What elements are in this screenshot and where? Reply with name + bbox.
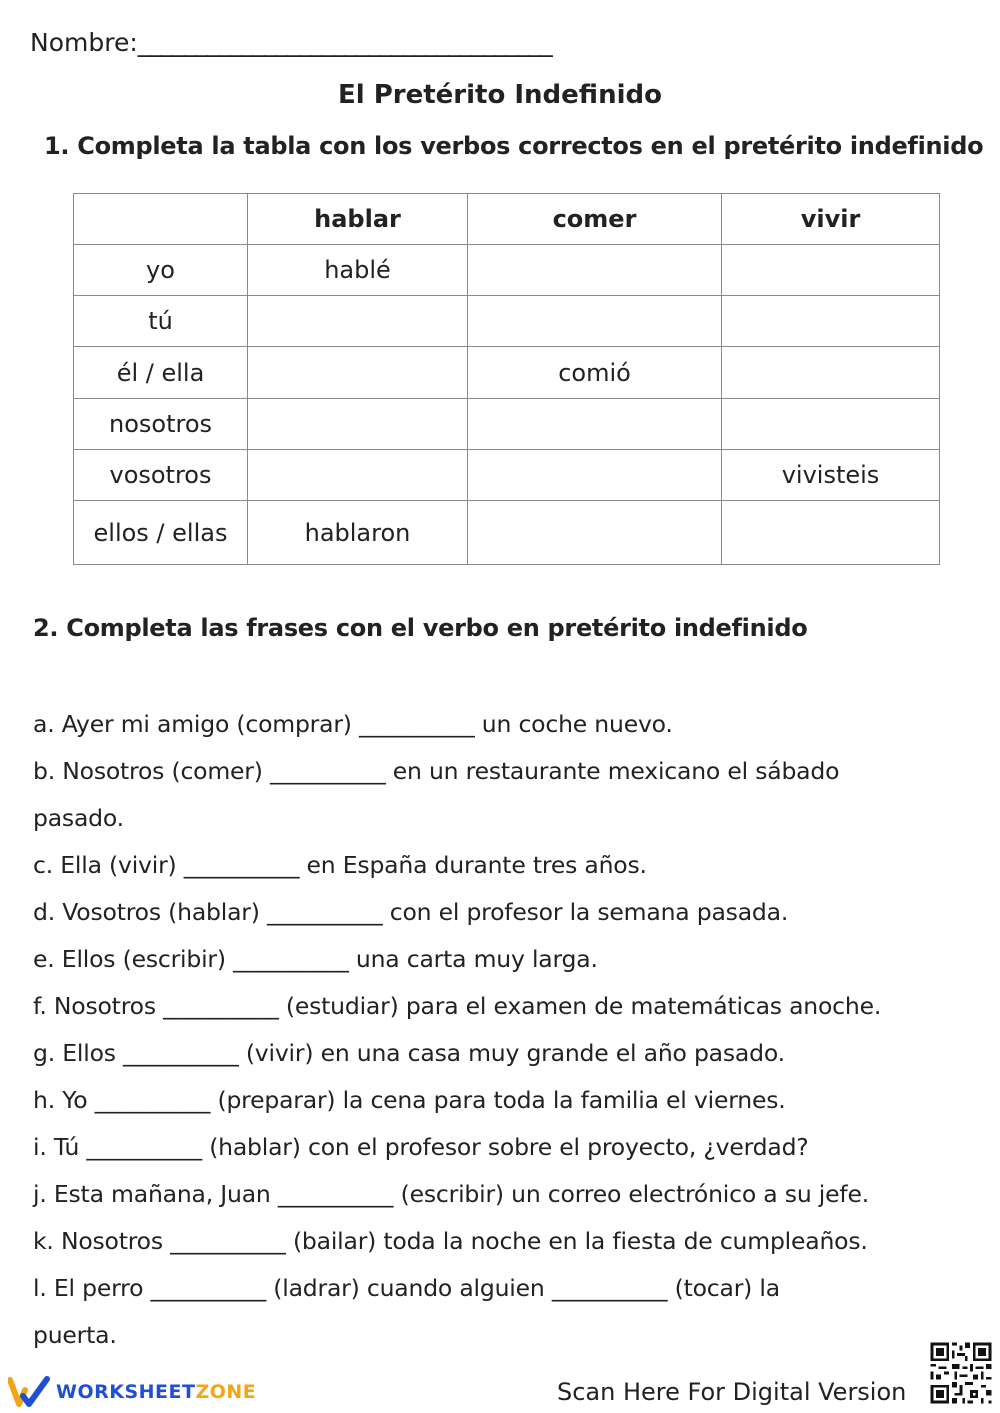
answer-cell[interactable]: [248, 450, 468, 501]
table-row: [74, 399, 940, 450]
answer-cell[interactable]: [468, 501, 722, 565]
answer-cell[interactable]: hablé: [248, 245, 468, 296]
worksheet-title: El Pretérito Indefinido: [338, 80, 662, 110]
sentence-l-continued: puerta.: [33, 1321, 117, 1349]
answer-cell[interactable]: vivisteis: [722, 450, 940, 501]
table-header-cell: [74, 194, 248, 245]
sentence-e[interactable]: e. Ellos (escribir) __________ una carta muy larga.: [33, 945, 598, 973]
sentence-g[interactable]: g. Ellos __________ (vivir) en una casa muy grande el año pasado.: [33, 1039, 785, 1067]
answer-cell[interactable]: [722, 347, 940, 399]
table-row: [74, 245, 940, 296]
answer-cell[interactable]: [248, 296, 468, 347]
answer-cell[interactable]: [722, 501, 940, 565]
sentence-l[interactable]: l. El perro __________ (ladrar) cuando alguien __________ (tocar) la: [33, 1274, 780, 1302]
sentence-h[interactable]: h. Yo __________ (preparar) la cena para toda la familia el viernes.: [33, 1086, 786, 1114]
answer-cell[interactable]: [722, 296, 940, 347]
table-header-row: [74, 194, 940, 245]
name-field: [30, 28, 552, 57]
scan-here-text: Scan Here For Digital Version: [557, 1378, 907, 1406]
sentence-d[interactable]: d. Vosotros (hablar) __________ con el profesor la semana pasada.: [33, 898, 789, 926]
table-header-cell: hablar: [248, 194, 468, 245]
table-row: [74, 450, 940, 501]
name-label: Nombre:: [30, 28, 138, 57]
sentence-k[interactable]: k. Nosotros __________ (bailar) toda la noche en la fiesta de cumpleaños.: [33, 1227, 868, 1255]
sentence-b[interactable]: b. Nosotros (comer) __________ en un restaurante mexicano el sábado: [33, 757, 840, 785]
answer-cell[interactable]: [468, 296, 722, 347]
conjugation-table: [73, 193, 940, 565]
answer-cell[interactable]: [248, 347, 468, 399]
pronoun-cell: vosotros: [74, 450, 248, 501]
table-row: [74, 501, 940, 565]
answer-cell[interactable]: [468, 399, 722, 450]
sentence-f[interactable]: f. Nosotros __________ (estudiar) para el examen de matemáticas anoche.: [33, 992, 882, 1020]
answer-cell[interactable]: [722, 245, 940, 296]
worksheetzone-logo: [8, 1374, 256, 1410]
pronoun-cell: nosotros: [74, 399, 248, 450]
sentence-i[interactable]: i. Tú __________ (hablar) con el profesor sobre el proyecto, ¿verdad?: [33, 1133, 809, 1161]
pronoun-cell: tú: [74, 296, 248, 347]
pronoun-cell: ellos / ellas: [74, 501, 248, 565]
w-check-logo-icon: [8, 1376, 50, 1408]
sentence-b-continued: pasado.: [33, 804, 124, 832]
answer-cell[interactable]: comió: [468, 347, 722, 399]
sentence-a[interactable]: a. Ayer mi amigo (comprar) __________ un coche nuevo.: [33, 710, 673, 738]
answer-cell[interactable]: hablaron: [248, 501, 468, 565]
table-row: [74, 347, 940, 399]
logo-text-worksheet: WORKSHEET: [56, 1381, 196, 1403]
logo-text-zone: ZONE: [195, 1381, 257, 1403]
qr-code-icon[interactable]: [928, 1340, 994, 1406]
table-header-cell: comer: [468, 194, 722, 245]
name-blank[interactable]: ____________________________________: [137, 28, 552, 57]
pronoun-cell: él / ella: [74, 347, 248, 399]
table-header-cell: vivir: [722, 194, 940, 245]
table-row: [74, 296, 940, 347]
section2-heading: 2. Completa las frases con el verbo en pretérito indefinido: [33, 614, 808, 642]
section1-heading: 1. Completa la tabla con los verbos correctos en el pretérito indefinido: [44, 132, 984, 160]
answer-cell[interactable]: [248, 399, 468, 450]
answer-cell[interactable]: [722, 399, 940, 450]
answer-cell[interactable]: [468, 245, 722, 296]
sentence-j[interactable]: j. Esta mañana, Juan __________ (escribir) un correo electrónico a su jefe.: [33, 1180, 869, 1208]
answer-cell[interactable]: [468, 450, 722, 501]
sentence-c[interactable]: c. Ella (vivir) __________ en España durante tres años.: [33, 851, 647, 879]
pronoun-cell: yo: [74, 245, 248, 296]
